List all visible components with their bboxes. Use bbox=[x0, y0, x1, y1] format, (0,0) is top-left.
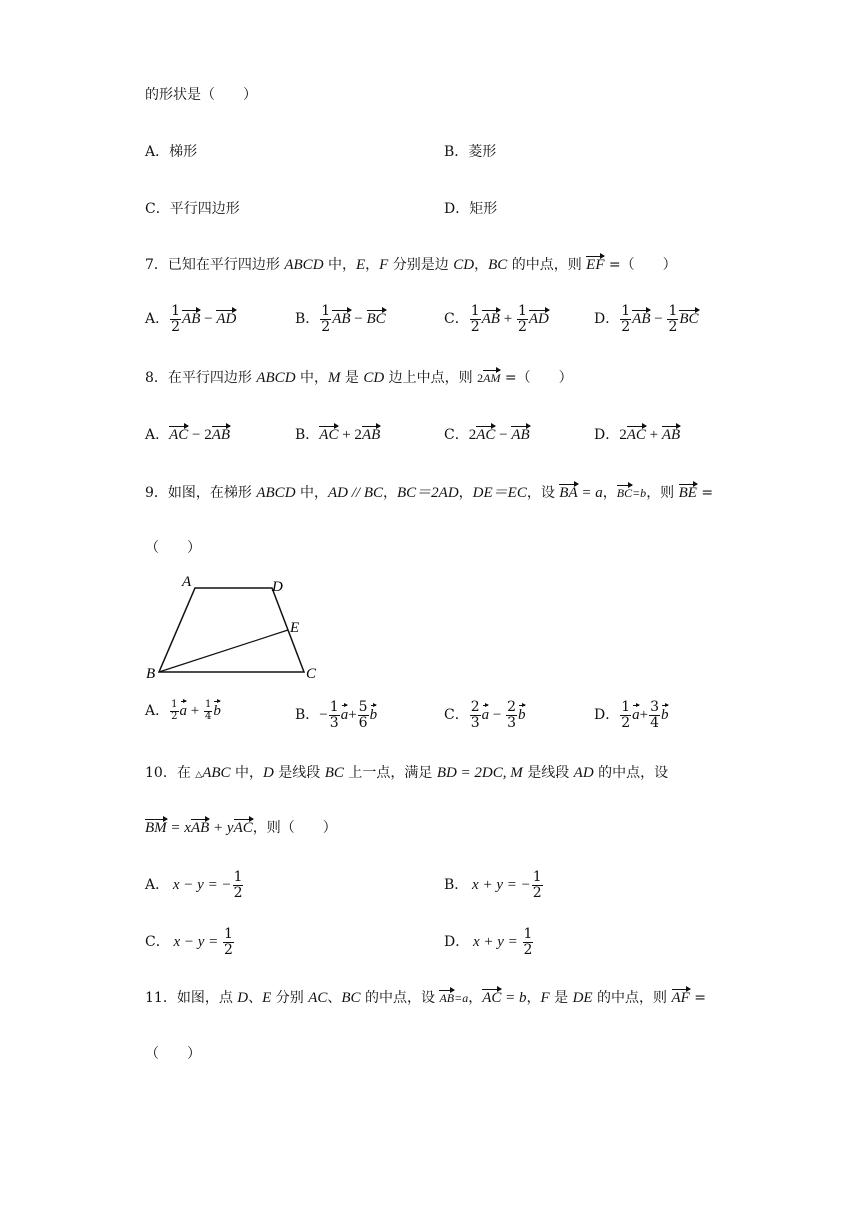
q11-paren: （ ） bbox=[145, 1046, 201, 1062]
q6-option-d[interactable]: D．矩形 bbox=[444, 201, 498, 217]
trapezoid-outline bbox=[159, 588, 304, 672]
trapezoid-figure bbox=[140, 572, 330, 682]
vector-ef: EF bbox=[586, 257, 605, 273]
q10-option-b[interactable]: B． x + y = − $\frac{1}{2}$ bbox=[444, 869, 542, 901]
q11-stem: 11．如图，点 D、E 分别 AC、BC 的中点，设 AB=a，AC = b，F 是 DE 的中点，则 AF = bbox=[145, 990, 707, 1006]
q9-option-d[interactable]: D． $\frac{1}{2}$ a+ $\frac{3}{4}$ b bbox=[594, 699, 669, 731]
q8-option-d[interactable]: D．2AC + AB bbox=[594, 427, 681, 443]
q7-option-b[interactable]: B． $\frac{1}{2}$ AB − BC bbox=[295, 303, 386, 335]
q6-option-c[interactable]: C．平行四边形 bbox=[145, 201, 240, 217]
q10-stem: 10．在 △ABC 中，D 是线段 BC 上一点，满足 BD = 2DC, M 是线段 AD 的中点，设 bbox=[145, 765, 669, 781]
q6-option-b[interactable]: B．菱形 bbox=[444, 144, 497, 160]
q9-option-c[interactable]: C． $\frac{2}{3}$ a − $\frac{2}{3}$ b bbox=[444, 699, 526, 731]
vertex-label-b: B bbox=[146, 666, 156, 682]
vector-am: AM bbox=[483, 371, 501, 385]
q6-stem: 的形状是（ ） bbox=[145, 87, 257, 103]
vector-bc: BC bbox=[616, 486, 633, 500]
q10-option-c[interactable]: C． x − y = $\frac{1}{2}$ bbox=[145, 926, 233, 958]
q7-option-d[interactable]: D． $\frac{1}{2}$ AB − $\frac{1}{2}$ BC bbox=[594, 303, 699, 335]
q7-option-c[interactable]: C． $\frac{1}{2}$ AB + $\frac{1}{2}$ AD bbox=[444, 303, 549, 335]
q9-option-b[interactable]: B．− $\frac{1}{3}$ a+ $\frac{5}{6}$ b bbox=[295, 699, 378, 731]
segment-be bbox=[159, 630, 288, 672]
q9-paren: （ ） bbox=[145, 540, 201, 556]
q8-option-b[interactable]: B．AC + 2AB bbox=[295, 427, 381, 443]
q9-stem: 9．如图，在梯形 ABCD 中，AD // BC，BC＝2AD，DE＝EC，设 BA = a，BC=b，则 BE = bbox=[145, 485, 714, 501]
vector-ba: BA bbox=[559, 485, 578, 501]
vector-ac: AC bbox=[482, 990, 502, 1006]
vector-ab: AB bbox=[439, 991, 455, 1005]
q6-option-a[interactable]: A．梯形 bbox=[145, 144, 198, 160]
q10-option-a[interactable]: A． x − y = − $\frac{1}{2}$ bbox=[145, 869, 243, 901]
q8-option-a[interactable]: A．AC − 2AB bbox=[145, 427, 231, 443]
vector-af: AF bbox=[671, 990, 690, 1006]
q8-stem: 8．在平行四边形 ABCD 中，M 是 CD 边上中点，则 2AM =（ ） bbox=[145, 370, 573, 386]
q8-option-c[interactable]: C．2AC − AB bbox=[444, 427, 530, 443]
vertex-label-c: C bbox=[306, 666, 317, 682]
q10-option-d[interactable]: D． x + y = $\frac{1}{2}$ bbox=[444, 926, 533, 958]
q9-option-a[interactable]: A． $\frac{1}{2}$ a + $\frac{1}{4}$ b bbox=[145, 699, 221, 722]
q7-option-a[interactable]: A． $\frac{1}{2}$ AB − AD bbox=[145, 303, 237, 335]
vertex-label-e: E bbox=[290, 620, 300, 636]
vector-be: BE bbox=[678, 485, 697, 501]
q10-stem-line2: BM = xAB + yAC，则（ ） bbox=[145, 820, 337, 836]
vertex-label-d: D bbox=[272, 579, 283, 595]
vertex-label-a: A bbox=[182, 574, 192, 590]
q7-stem: 7．已知在平行四边形 ABCD 中，E，F 分别是边 CD，BC 的中点，则 EF =（ ） bbox=[145, 257, 677, 273]
